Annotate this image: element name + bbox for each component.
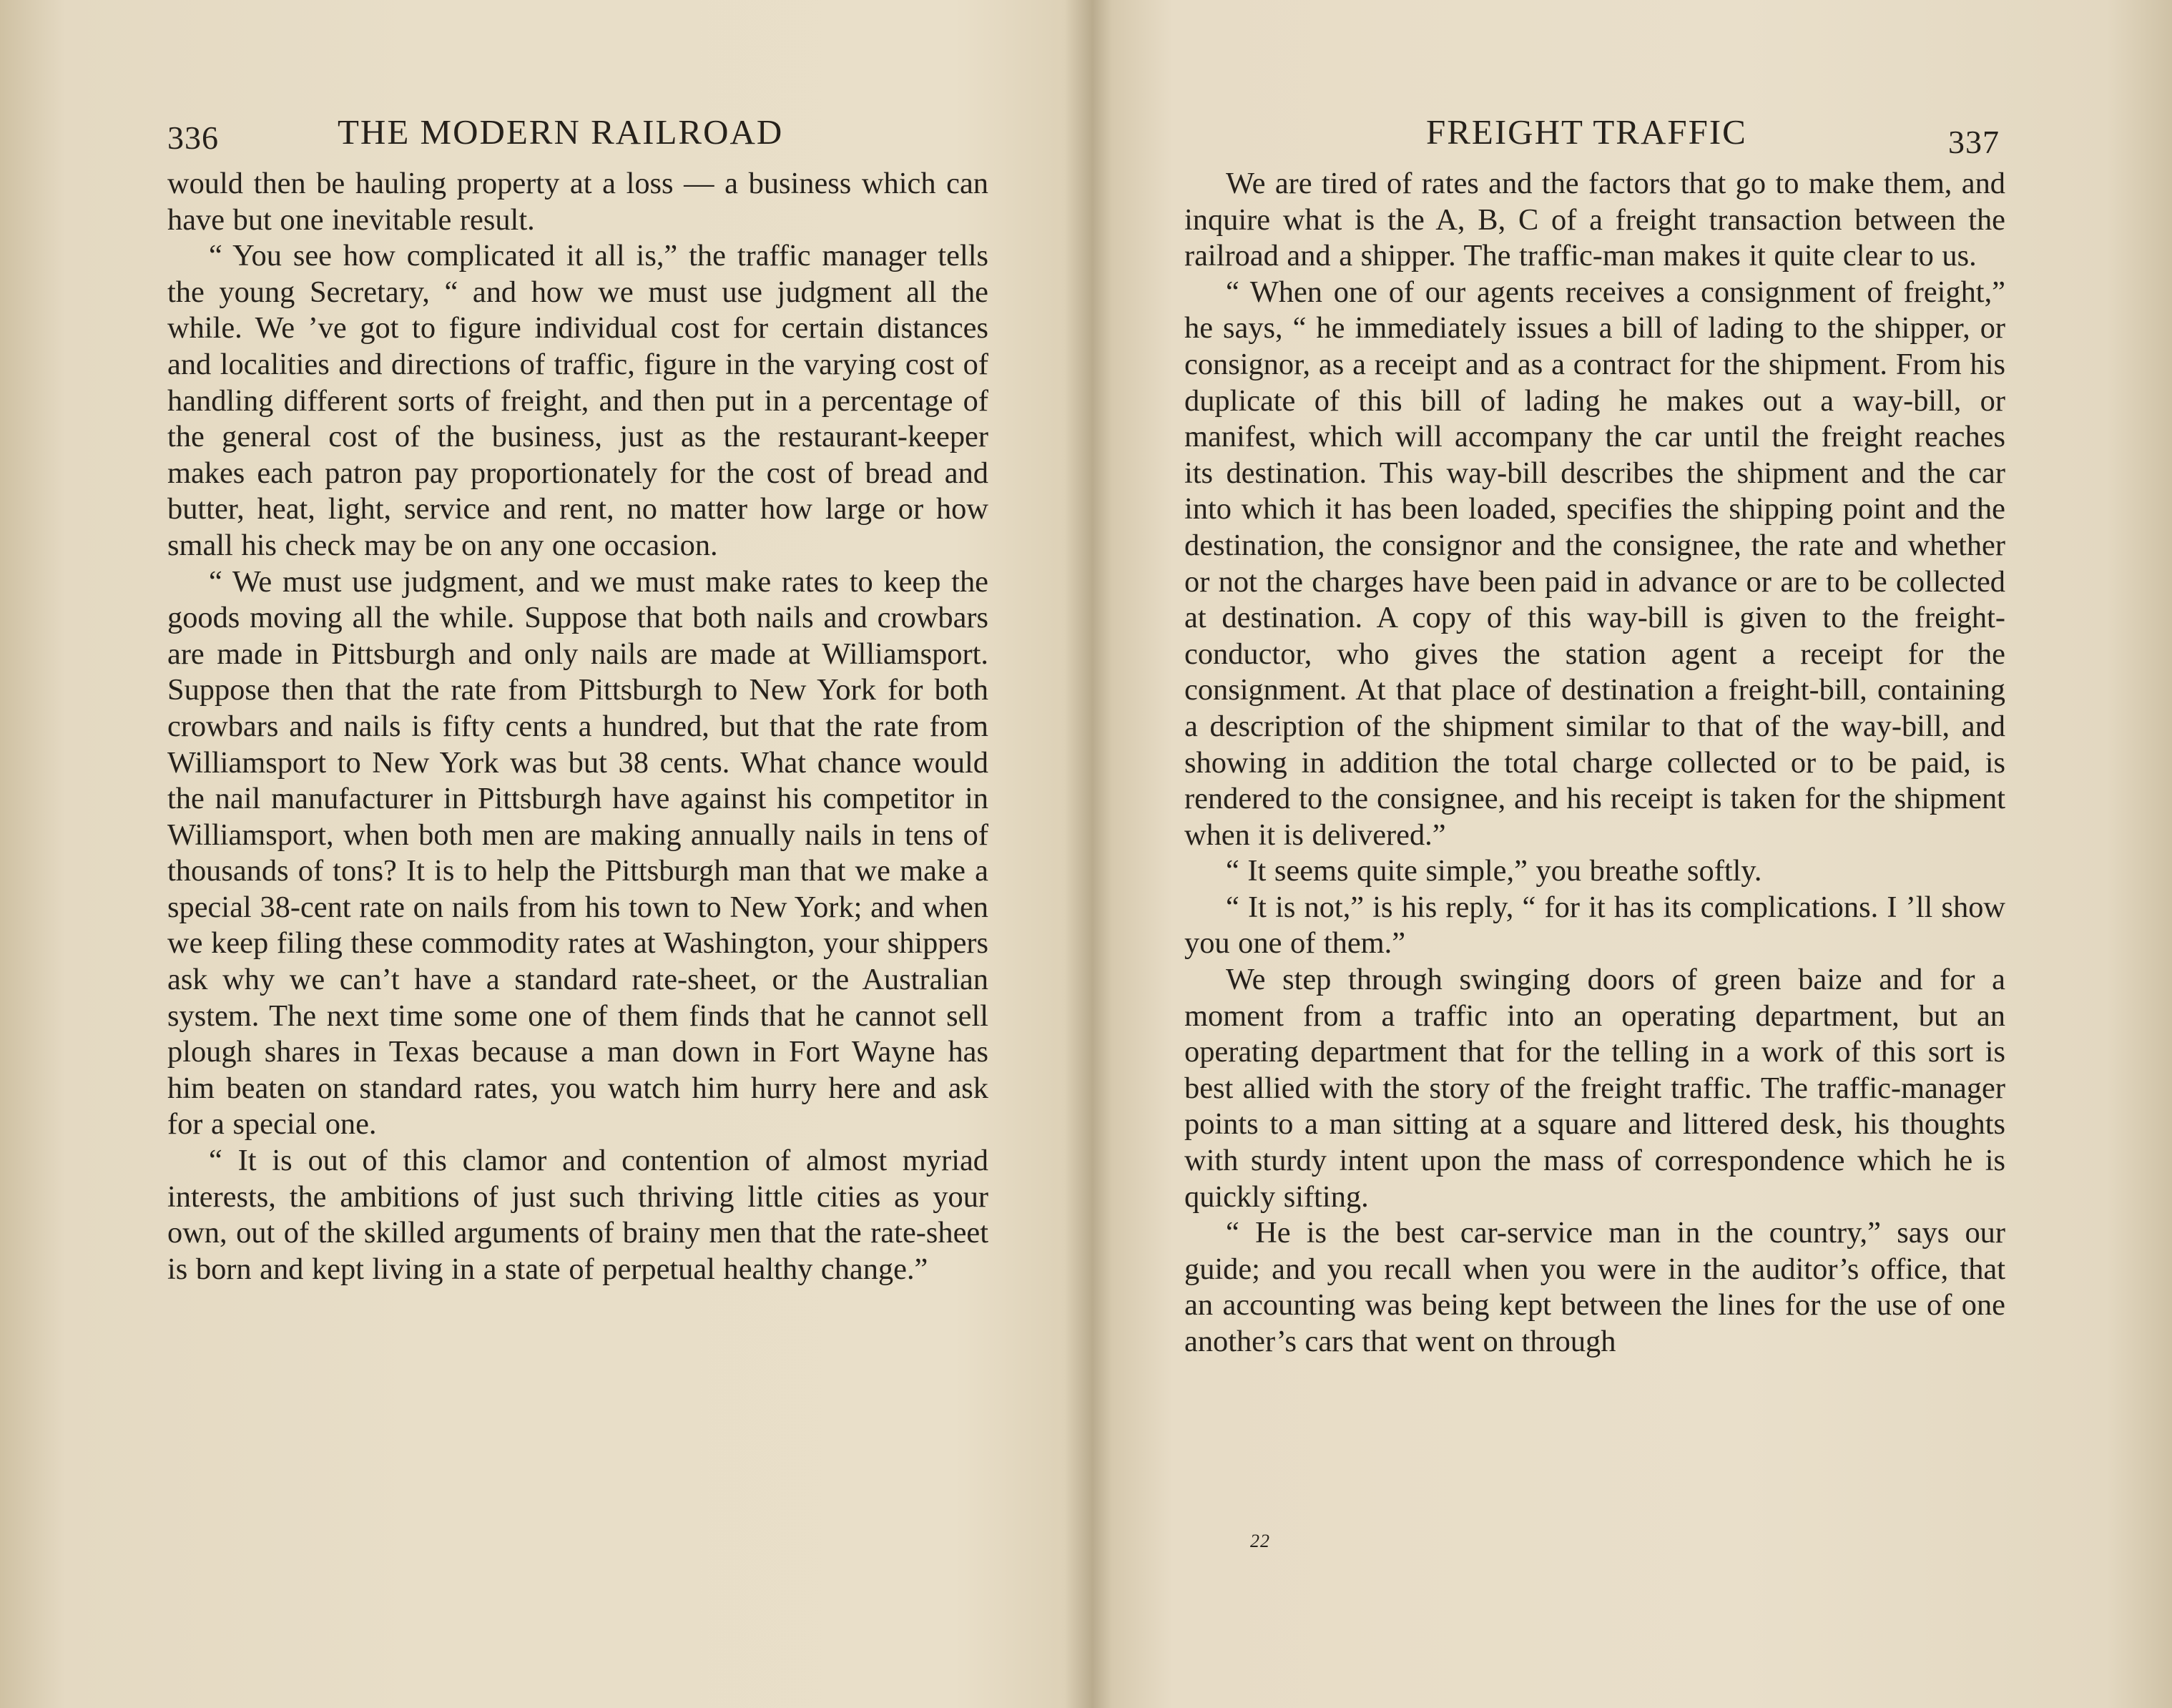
right-paragraph-6: “ He is the best car-service man in the country,” says our guide; and you recall when you were in the auditor’s office, that an accounting was being kept between the lines for the use of one another’s cars that went on through — [1184, 1216, 2005, 1358]
left-page-number: 336 — [167, 119, 219, 156]
left-paragraph-3: “ We must use judgment, and we must make rates to keep the goods moving all the while. Suppose that both nails and crowbars are made in Pittsburgh and only nails are made at Williamsport. Suppose then that the rate from Pittsburgh to New York for both crowbars and nails is fifty cents a hundred, but that the rate from Williamsport to New York was but 38 cents. What chance would the nail manufacturer in Pittsburgh have against his competitor in Williamsport, when both men are making annually nails in tens of thousands of tons? It is to help the Pittsburgh man that we make a special 38-cent rate on nails from his town to New York; and when we keep filing these commodity rates at Washington, your shippers ask why we can’t have a standard rate-sheet, or the Australian system. The next time some one of them finds that he cannot sell plough shares in Texas because a man down in Fort Wayne has him beaten on standard rates, you watch him hurry here and ask for a special one. — [167, 564, 988, 1142]
left-page — [167, 100, 988, 1631]
right-paragraph-3: “ It seems quite simple,” you breathe softly. — [1226, 854, 1762, 888]
left-paragraph-4: “ It is out of this clamor and contention of almost myriad interests, the ambitions of just such thriving little cities as your own, out of the skilled arguments of brainy men that the rate-sheet is born and kept living in a state of perpetual healthy change.” — [167, 1144, 988, 1286]
right-page-body — [1184, 166, 2005, 1360]
left-running-head — [167, 100, 988, 165]
right-running-title: FREIGHT TRAFFIC — [1426, 112, 1747, 152]
left-paragraph-2: “ You see how complicated it all is,” the traffic manager tells the young Secretary, “ and how we must use judgment all the while. We ’ve got to figure individual cost for certain distances and localities and directions of traffic, figure in the varying cost of handling different sorts of freight, and then put in a percentage of the general cost of the business, just as the restaurant-keeper makes each patron pay proportionately for the cost of bread and butter, heat, light, service and rent, no matter how large or how small his check may be on any one occasion. — [167, 239, 988, 562]
right-page — [1184, 100, 2005, 1631]
right-running-head — [1184, 100, 2005, 165]
left-running-title: THE MODERN RAILROAD — [338, 112, 784, 152]
left-page-body — [167, 166, 988, 1287]
right-paragraph-1: We are tired of rates and the factors that go to make them, and inquire what is the A, B, C of a freight transaction between the railroad and a shipper. The traffic-man makes it quite clear to us. — [1184, 167, 2005, 273]
signature-mark: 22 — [1250, 1531, 1270, 1551]
right-paragraph-5: We step through swinging doors of green baize and for a moment from a traffic into an operating department, but an operating department that for the telling in a work of this sort is best allied with the story of the freight traffic. The traffic-manager points to a man sitting at a square and littered desk, his thoughts with sturdy intent upon the mass of correspondence which he is quickly sifting. — [1184, 963, 2005, 1214]
left-paragraph-1: would then be hauling property at a loss — a business which can have but one inevitable result. — [167, 167, 988, 237]
right-paragraph-2: “ When one of our agents receives a consignment of freight,” he says, “ he immediately issues a bill of lading to the shipper, or consignor, as a receipt and as a contract for the shipment. From his duplicate of this bill of lading he makes out a way-bill, or manifest, which will accompany the car until the freight reaches its destination. This way-bill describes the shipment and the car into which it has been loaded, specifies the shipping point and the destination, the consignor and the consignee, the rate and whether or not the charges have been paid in advance or are to be collected at destination. A copy of this way-bill is given to the freight-conductor, who gives the station agent a receipt for the consignment. At that place of destination a freight-bill, containing a description of the shipment similar to that of the way-bill, and showing in addition the total charge collected or to be paid, is rendered to the consignee, and his receipt is taken for the shipment when it is delivered.” — [1184, 275, 2005, 852]
right-paragraph-4: “ It is not,” is his reply, “ for it has its complications. I ’ll show you one of them.” — [1184, 890, 2005, 961]
right-page-number: 337 — [1948, 124, 2000, 160]
